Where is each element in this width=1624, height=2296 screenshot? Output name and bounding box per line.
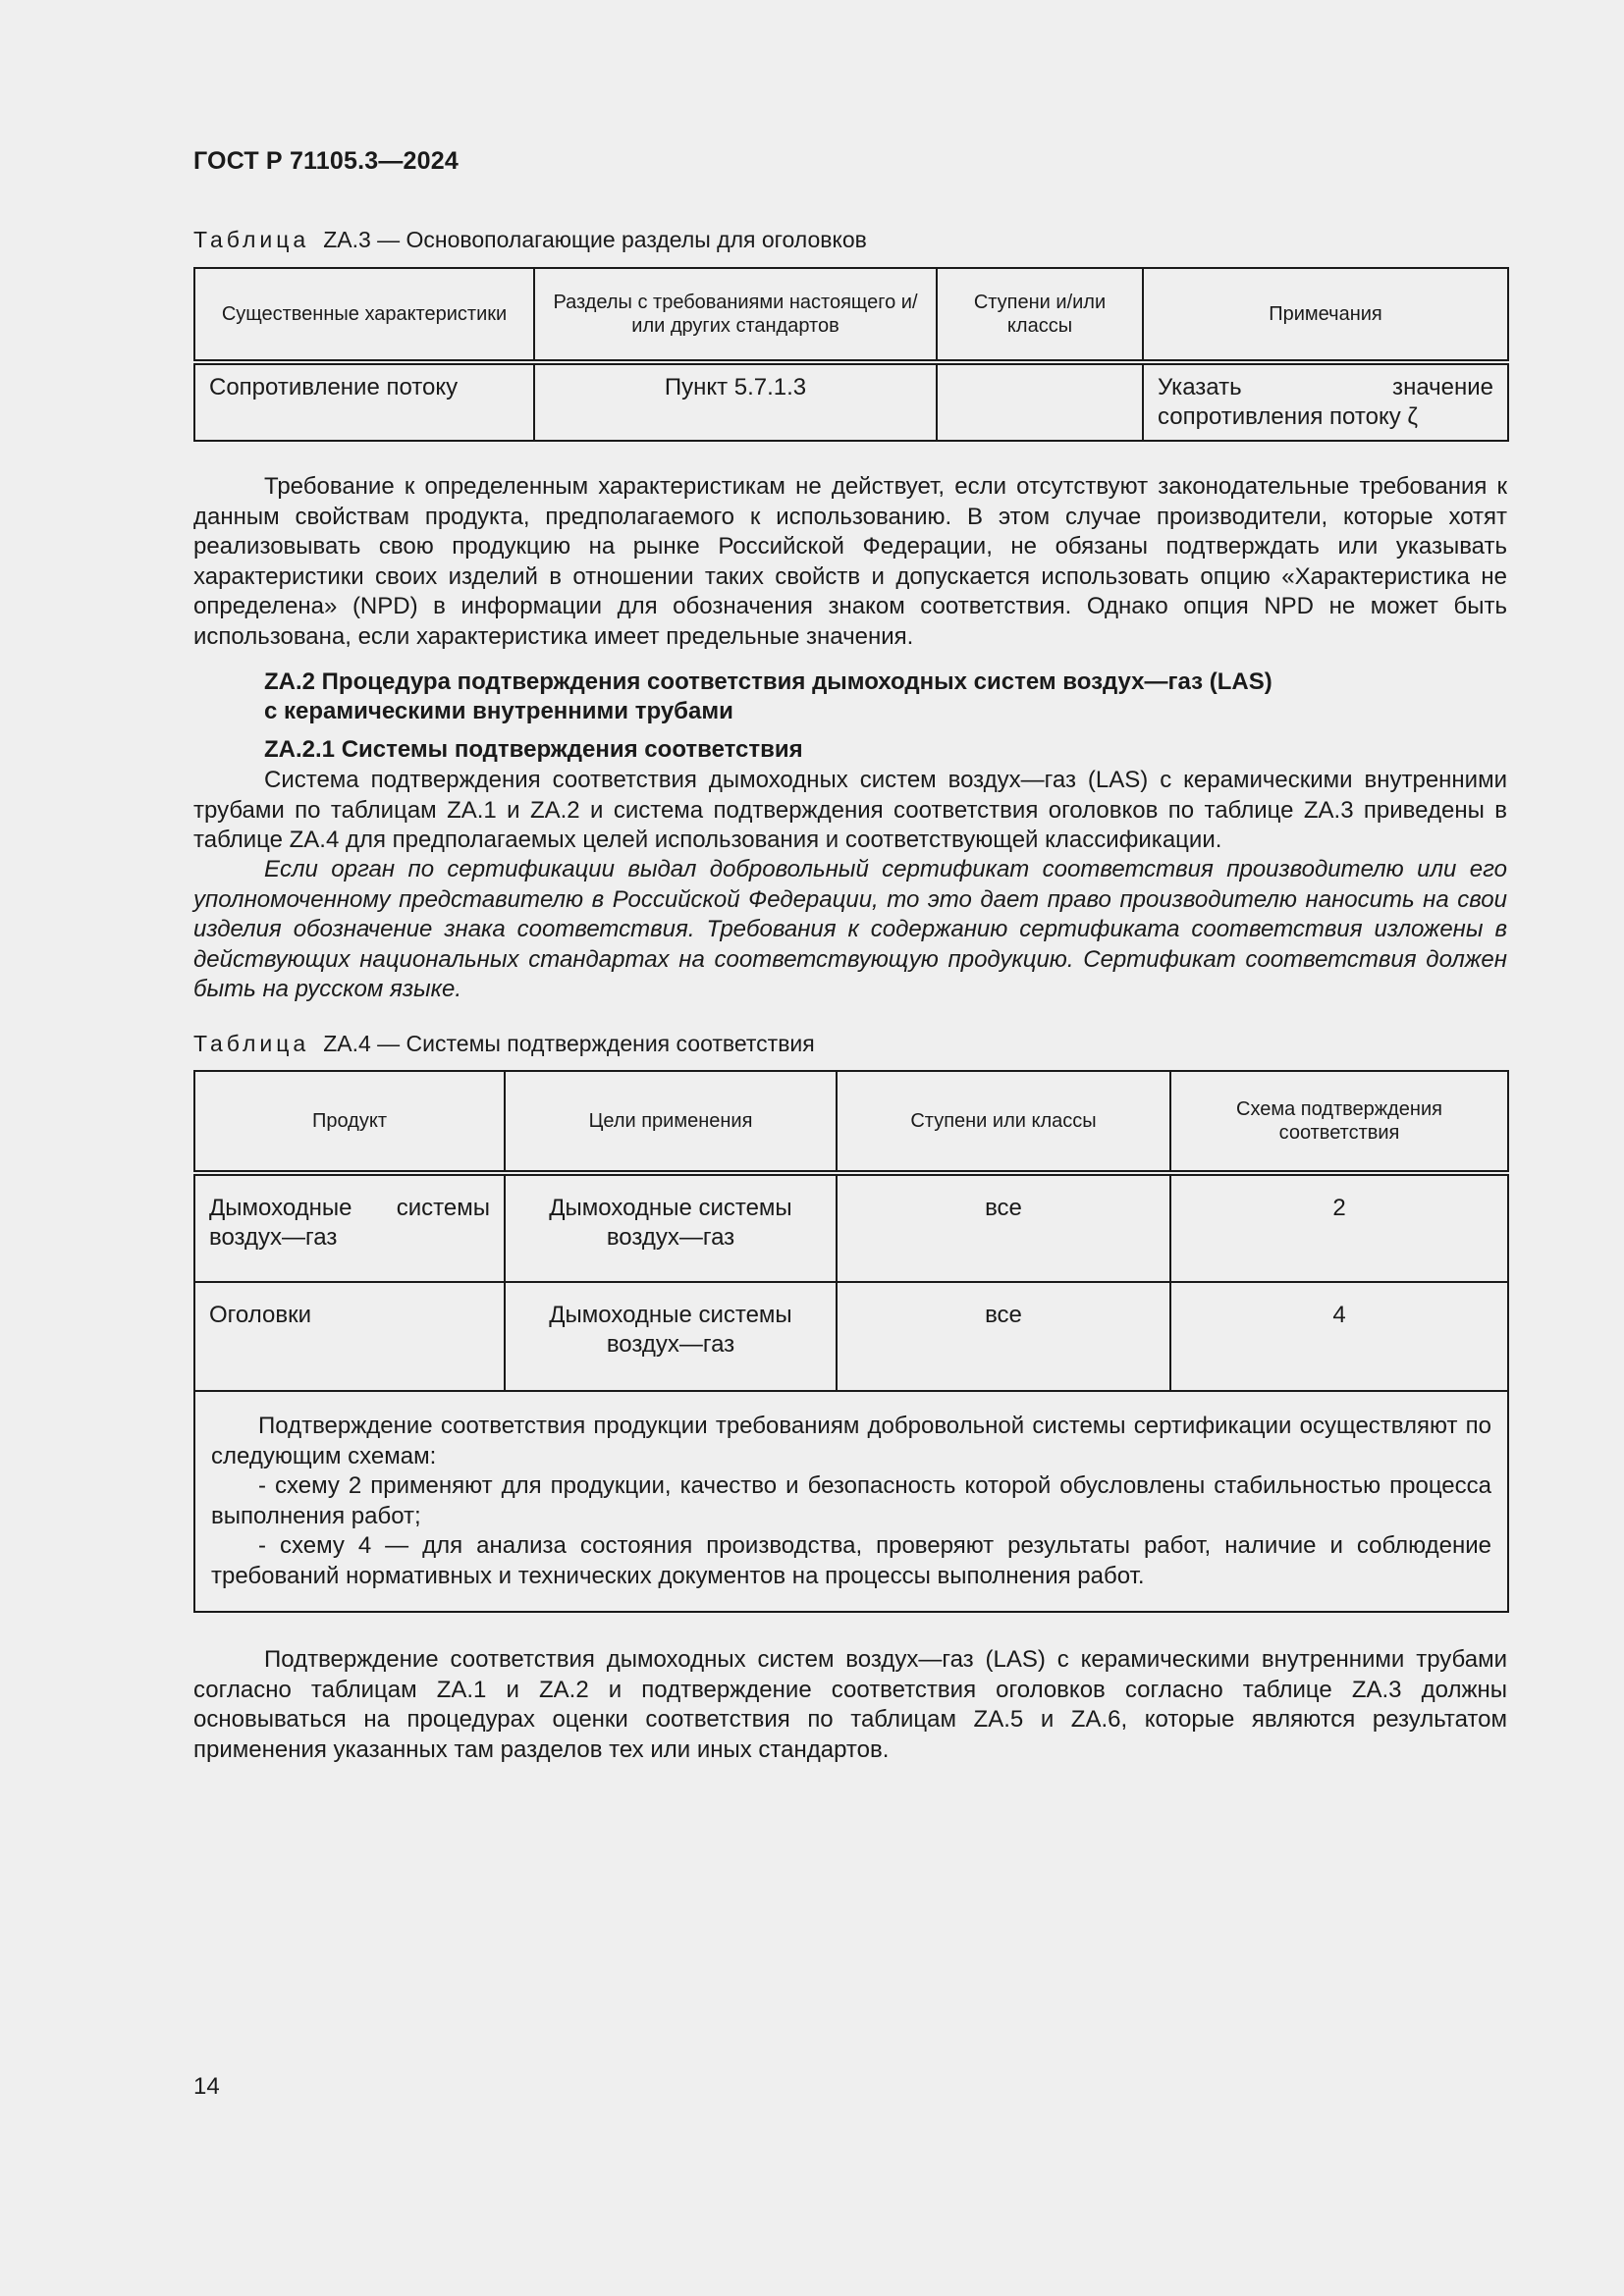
note-list-item: - схему 2 применяют для продукции, качество и безопасность которой обусловлены стабильностью процесса выполнения работ;	[211, 1472, 1491, 1529]
table-cell: Оголовки	[194, 1282, 505, 1391]
table-note-row	[194, 1391, 1508, 1612]
paragraph-text: Подтверждение соответствия дымоходных систем воздух—газ (LAS) с керамическими внутренними трубами согласно таблицам ZA.1 и ZA.2 и подтверждение соответствия оголовков согласно таблице ZA.3 должны основываться на процедурах оценки соответствия по таблицам ZA.5 и ZA.6, которые являются результатом применения указанных там разделов тех или иных стандартов.	[193, 1646, 1507, 1763]
table-za3-caption	[193, 227, 867, 253]
table-za4	[193, 1070, 1509, 1613]
table-cell: все	[837, 1282, 1170, 1391]
table-row	[194, 1173, 1508, 1282]
table-cell	[194, 1173, 505, 1282]
table-za3	[193, 267, 1509, 442]
table-cell: Пункт 5.7.1.3	[534, 362, 937, 441]
table-cell: Дымоходные системы воздух—газ	[505, 1282, 837, 1391]
table-header-cell: Продукт	[194, 1071, 505, 1173]
table-row	[194, 1282, 1508, 1391]
table-header-cell: Схема подтверждения соответствия	[1170, 1071, 1508, 1173]
paragraph-text: Требование к определенным характеристикам не действует, если отсутствуют законодательные требования к данным свойствам продукта, предполагаемого к использованию. В этом случае производители, которые хотят реализовывать свою продукцию на рынке Российской Федерации, не обязаны подтверждать или указывать характеристики своих изделий в отношении таких свойств и допускается использовать опцию «Характеристика не определена» (NPD) в информации для обозначения знаком соответствия. Однако опция NPD не может быть использована, если характеристика имеет предельные значения.	[193, 473, 1507, 650]
section-za2-heading	[264, 667, 1272, 726]
table-cell: 2	[1170, 1173, 1508, 1282]
note-list-item: - схему 4 — для анализа состояния производства, проверяют результаты работ, наличие и соблюдение требований нормативных и технических документов на процессы выполнения работ.	[211, 1532, 1491, 1589]
paragraph-certification	[193, 855, 1507, 1005]
table-caption-text: ZA.3 — Основополагающие разделы для оголовков	[323, 227, 867, 252]
cell-text: Дымоходные системы воздух—газ	[209, 1195, 490, 1251]
table-caption-prefix: Таблица	[193, 227, 310, 252]
page-number: 14	[193, 2073, 220, 2100]
table-note	[194, 1391, 1508, 1612]
paragraph-npd	[193, 472, 1507, 652]
note-intro: Подтверждение соответствия продукции требованиям добровольной системы сертификации осуществляют по следующим схемам:	[211, 1413, 1491, 1469]
paragraph-text: Система подтверждения соответствия дымоходных систем воздух—газ (LAS) с керамическими внутренними трубами по таблицам ZA.1 и ZA.2 и система подтверждения соответствия оголовков по таблице ZA.3 приведены в таблице ZA.4 для предполагаемых целей использования и соответствующей классификации.	[193, 767, 1507, 853]
table-cell: Указать значение сопротивления потоку ζ	[1143, 362, 1508, 441]
table-header-cell: Существенные характеристики	[194, 268, 534, 362]
table-cell: 4	[1170, 1282, 1508, 1391]
table-header-cell: Примечания	[1143, 268, 1508, 362]
heading-line: с керамическими внутренними трубами	[264, 698, 733, 724]
table-caption-text: ZA.4 — Системы подтверждения соответствия	[323, 1031, 815, 1056]
table-caption-prefix: Таблица	[193, 1031, 310, 1056]
table-header-cell: Ступени и/или классы	[937, 268, 1143, 362]
table-cell: Сопротивление потоку	[194, 362, 534, 441]
paragraph-text: Если орган по сертификации выдал добровольный сертификат соответствия производителю или его уполномоченному представителю в Российской Федерации, то это дает право производителю наносить на свои изделия обозначение знака соответствия. Требования к содержанию сертификата соответствия изложены в действующих национальных стандартах на соответствующую продукцию. Сертификат соответствия должен быть на русском языке.	[193, 856, 1507, 1002]
paragraph-final	[193, 1645, 1507, 1765]
document-id-header: ГОСТ Р 71105.3—2024	[193, 147, 459, 175]
table-cell: все	[837, 1173, 1170, 1282]
table-cell	[937, 362, 1143, 441]
table-row	[194, 362, 1508, 441]
table-header-cell: Разделы с требованиями настоящего и/или других стандартов	[534, 268, 937, 362]
section-za21-heading: ZA.2.1 Системы подтверждения соответствия	[264, 736, 803, 763]
table-za4-caption	[193, 1031, 815, 1057]
heading-line: ZA.2 Процедура подтверждения соответствия дымоходных систем воздух—газ (LAS)	[264, 668, 1272, 695]
table-header-cell: Цели применения	[505, 1071, 837, 1173]
paragraph-za21	[193, 766, 1507, 856]
table-header-cell: Ступени или классы	[837, 1071, 1170, 1173]
table-cell: Дымоходные системы воздух—газ	[505, 1173, 837, 1282]
